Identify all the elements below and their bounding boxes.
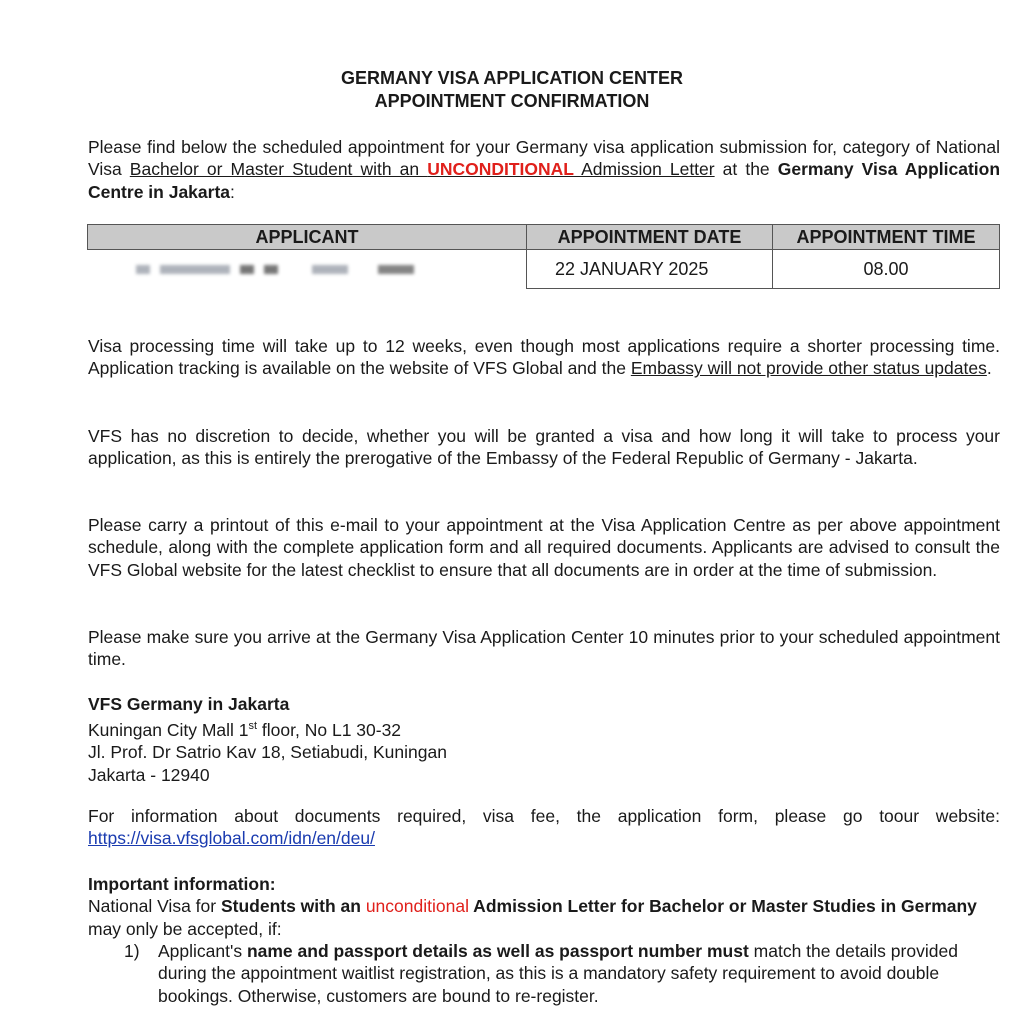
status-updates-note: Embassy will not provide other status updates (630, 358, 987, 379)
intro-paragraph: Please find below the scheduled appointment for your Germany visa application submission for, category of National Visa Bachelor or Master Student with an UNCONDITIONAL Admission Letter at the Germany Visa Application Centre in Jakarta: (88, 137, 1001, 202)
address-line-1: Kuningan City Mall 1st floor, No L1 30-32 (88, 720, 402, 741)
document-subtitle: APPOINTMENT CONFIRMATION (374, 91, 650, 111)
applicant-header: APPLICANT (88, 225, 527, 250)
discretion-paragraph: VFS has no discretion to decide, whether you will be granted a visa and how long it will take to process your application, as this is entirely the prerogative of the Embassy of the Federal Republic of Germany - Jakarta. (88, 426, 1000, 469)
unconditional-word: unconditional (365, 896, 469, 917)
office-name: VFS Germany in Jakarta (88, 694, 290, 714)
important-heading: Important information: (88, 874, 276, 894)
requirements-list (88, 940, 1000, 1007)
visa-category: Bachelor or Master Student with an UNCONDITIONAL Admission Letter (129, 159, 715, 180)
time-header: APPOINTMENT TIME (773, 225, 1000, 250)
applicant-name-redacted (88, 250, 527, 289)
arrival-paragraph: Please make sure you arrive at the Germany Visa Application Center 10 minutes prior to your scheduled appointment time. (88, 627, 1000, 670)
appointment-time: 08.00 (773, 250, 1000, 289)
printout-paragraph: Please carry a printout of this e-mail to your appointment at the Visa Application Centre as per above appointment schedule, along with the complete application form and all required documents. Applicants are advised to consult the VFS Global website for the latest checklist to ensure that all documents are in order at the time of submission. (88, 515, 1000, 580)
address-line-2: Jl. Prof. Dr Satrio Kav 18, Setiabudi, Kuningan (88, 742, 447, 763)
vfs-website-link[interactable]: https://visa.vfsglobal.com/idn/en/deu/ (88, 828, 375, 849)
list-item: 1) Applicant's name and passport details as well as passport number must match the details provided during the appointment waitlist registration, as this is a mandatory safety requirement to avoid double bookings. Otherwise, customers are bound to re-register. (124, 941, 958, 1006)
centre-name: Germany Visa Application Centre in Jakarta (88, 159, 1001, 202)
table-header-row (88, 225, 1000, 250)
important-text: National Visa for Students with an unconditional Admission Letter for Bachelor or Master Studies in Germany may only be accepted, if: (88, 896, 977, 939)
appointment-date: 22 JANUARY 2025 (527, 250, 773, 289)
unconditional-highlight: UNCONDITIONAL (427, 159, 574, 180)
table-row (88, 250, 1000, 289)
address-block (88, 693, 1000, 786)
website-paragraph: For information about documents required, visa fee, the application form, please go toour website: https://visa.vfsglobal.com/idn/en/deu/ (88, 806, 1000, 849)
important-info (88, 873, 1000, 940)
document-title: GERMANY VISA APPLICATION CENTER (340, 68, 684, 88)
date-header: APPOINTMENT DATE (527, 225, 773, 250)
processing-paragraph: Visa processing time will take up to 12 weeks, even though most applications require a shorter processing time. Application tracking is available on the website of VFS Global and the Embassy will not provide other status updates. (88, 336, 1000, 379)
appointment-table (87, 224, 1000, 289)
address-line-3: Jakarta - 12940 (88, 764, 210, 785)
